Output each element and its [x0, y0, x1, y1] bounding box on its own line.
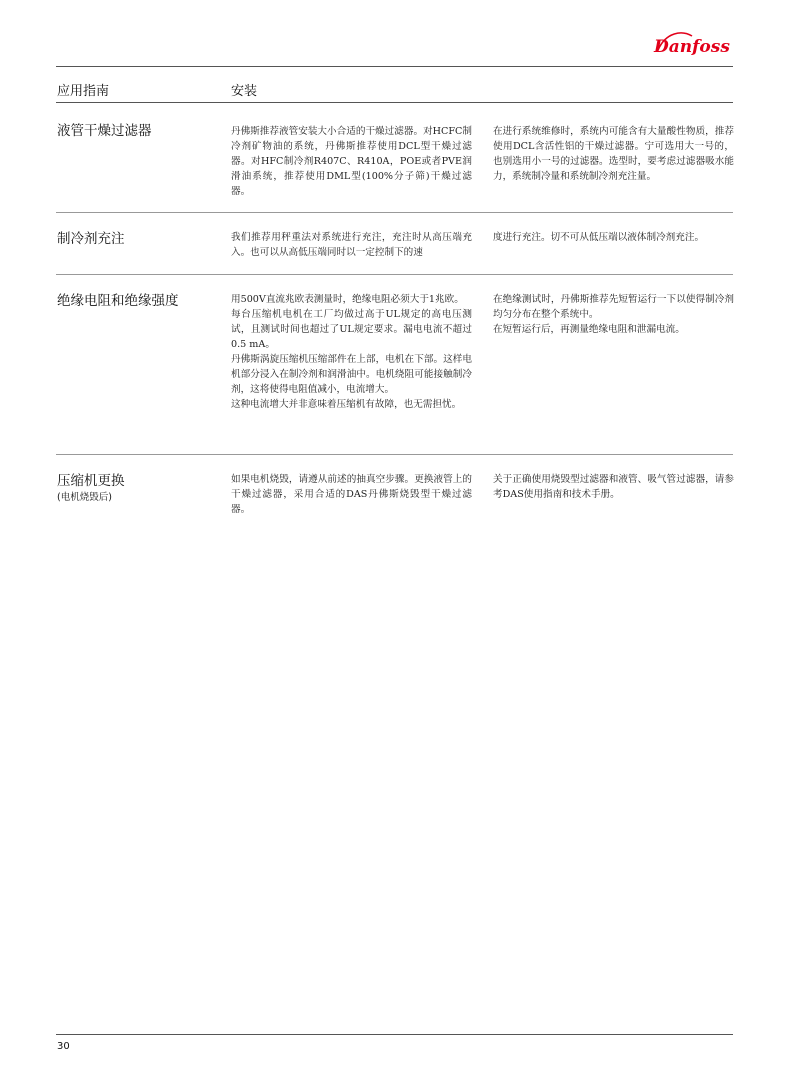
footer-rule: [56, 1034, 733, 1035]
section-divider: [56, 454, 733, 455]
paragraph: 在短暂运行后，再测量绝缘电阻和泄漏电流。: [493, 324, 685, 335]
page-number: 30: [57, 1041, 70, 1052]
header-topic: 安装: [231, 84, 258, 99]
paragraph: 关于正确使用烧毁型过滤器和液管、吸气管过滤器，请参考DAS使用指南和技术手册。: [493, 474, 734, 500]
section-compressor-replacement-col2: [493, 472, 734, 502]
section-subtitle-motor-burnout: (电机烧毁后): [57, 492, 112, 503]
section-divider: [56, 274, 733, 275]
paragraph: 用500V直流兆欧表测量时，绝缘电阻必须大于1兆欧。: [231, 294, 464, 305]
header-bottom-rule: [56, 102, 733, 103]
paragraph: 度进行充注。切不可从低压端以液体制冷剂充注。: [493, 232, 705, 243]
section-title-compressor-replacement: 压缩机更换: [57, 473, 125, 489]
paragraph: 如果电机烧毁，请遵从前述的抽真空步骤。更换液管上的干燥过滤器，采用合适的DAS丹佛斯烧毁型干燥过滤器。: [231, 474, 472, 515]
header-category: 应用指南: [57, 84, 110, 99]
header-top-rule: [56, 66, 733, 67]
section-compressor-replacement-col1: [231, 472, 472, 517]
paragraph: 丹佛斯涡旋压缩机压缩部件在上部，电机在下部。这样电机部分浸入在制冷剂和润滑油中。电机绕阻可能接触制冷剂，这将使得电阻值减小，电流增大。: [231, 354, 472, 395]
section-insulation-col1: [231, 292, 472, 412]
paragraph: 每台压缩机电机在工厂均做过高于UL规定的高电压测试，且测试时间也超过了UL规定要求。漏电电流不超过0.5 mA。: [231, 309, 472, 350]
section-title-liquid-filter: 液管干燥过滤器: [57, 123, 152, 139]
paragraph: 丹佛斯推荐液管安装大小合适的干燥过滤器。对HCFC制冷剂矿物油的系统，丹佛斯推荐使用DCL型干燥过滤器。对HFC制冷剂R407C、R410A，POE或者PVE润滑油系统，推荐使用DML型(100%分子筛)干燥过滤器。: [231, 126, 472, 197]
paragraph: 在绝缘测试时，丹佛斯推荐先短暂运行一下以使得制冷剂均匀分布在整个系统中。: [493, 294, 734, 320]
section-title-insulation: 绝缘电阻和绝缘强度: [57, 293, 179, 309]
section-insulation-col2: [493, 292, 734, 337]
section-refrigerant-charge-col2: [493, 230, 734, 245]
section-liquid-filter-col1: [231, 124, 472, 199]
section-liquid-filter-col2: [493, 124, 734, 184]
section-divider: [56, 212, 733, 213]
section-refrigerant-charge-col1: [231, 230, 472, 260]
logo-wordmark: Danfoss: [654, 37, 730, 57]
paragraph: 在进行系统维修时，系统内可能含有大量酸性物质，推荐使用DCL含活性铝的干燥过滤器。宁可选用大一号的，也别选用小一号的过滤器。选型时，要考虑过滤器吸水能力，系统制冷量和系统制冷剂充注量。: [493, 126, 734, 182]
paragraph: 我们推荐用秤重法对系统进行充注，充注时从高压端充入。也可以从高低压端同时以一定控制下的速: [231, 232, 472, 258]
paragraph: 这种电流增大并非意味着压缩机有故障，也无需担忧。: [231, 399, 462, 410]
section-title-refrigerant-charge: 制冷剂充注: [57, 231, 125, 247]
danfoss-logo: [652, 28, 738, 58]
